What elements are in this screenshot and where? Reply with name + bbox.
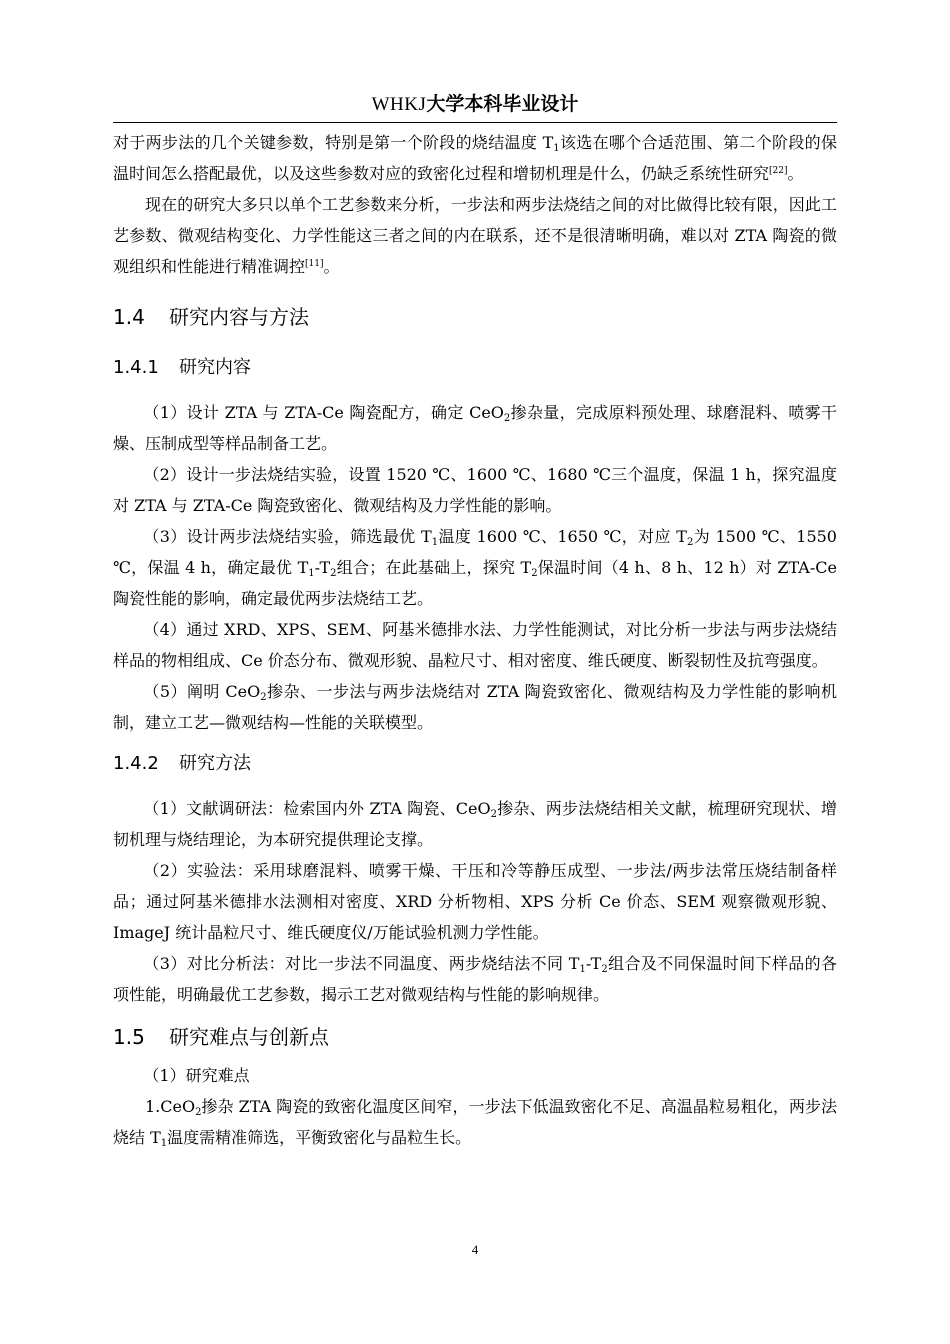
content-item-3: （3）设计两步法烧结实验，筛选最优 $T_1$温度 1600 ℃、1650 ℃，对应 $T_2$为 1500 ℃、1550 ℃，保温 4 h，确定最优 $T_1-T_2$组合；在此基础上，探究 $T_2$保温时间（4 h、8 h、12 h）对 ZTA-Ce 陶瓷性能的影响，确定最优两步法烧结工艺。 xyxy=(113,527,837,608)
header-rule xyxy=(113,122,837,123)
citation: [11] xyxy=(305,259,324,269)
content-item-4: （4）通过 XRD、XPS、SEM、阿基米德排水法、力学性能测试，对比分析一步法与两步法烧结样品的物相组成、Ce 价态分布、微观形貌、晶粒尺寸、相对密度、维氏硬度、断裂韧性及抗弯强度。 xyxy=(113,620,837,670)
section-heading-1-4: 1.4 研究内容与方法 xyxy=(113,305,309,329)
content-item-1: （1）设计 ZTA 与 ZTA-Ce 陶瓷配方，确定 CeO$_2$掺杂量，完成原料预处理、球磨混料、喷雾干燥、压制成型等样品制备工艺。 xyxy=(113,403,837,453)
difficulty-item-1: 1.CeO$_2$掺杂 ZTA 陶瓷的致密化温度区间窄，一步法下低温致密化不足、高温晶粒易粗化，两步法烧结 $T_1$温度需精准筛选，平衡致密化与晶粒生长。 xyxy=(113,1097,837,1149)
page-body xyxy=(113,127,837,1153)
subsection-heading-1-4-1: 1.4.1 研究内容 xyxy=(113,357,251,378)
header-title: 大学本科毕业设计 xyxy=(426,93,579,115)
content-item-2: （2）设计一步法烧结实验，设置 1520 ℃、1600 ℃、1680 ℃三个温度，保温 1 h，探究温度对 ZTA 与 ZTA-Ce 陶瓷致密化、微观结构及力学性能的影响。 xyxy=(113,465,837,515)
method-item-2: （2）实验法：采用球磨混料、喷雾干燥、干压和冷等静压成型、一步法/两步法常压烧结制备样品；通过阿基米德排水法测相对密度、XRD 分析物相、XPS 分析 Ce 价态、SEM 观察微观形貌、ImageJ 统计晶粒尺寸、维氏硬度仪/万能试验机测力学性能。 xyxy=(113,861,837,942)
content-item-5: （5）阐明 CeO$_2$掺杂、一步法与两步法烧结对 ZTA 陶瓷致密化、微观结构及力学性能的影响机制，建立工艺—微观结构—性能的关联模型。 xyxy=(113,682,837,732)
intro-paragraph-1: 对于两步法的几个关键参数，特别是第一个阶段的烧结温度 $T_1$该选在哪个合适范围、第二个阶段的保温时间怎么搭配最优，以及这些参数对应的致密化过程和增韧机理是什么，仍缺乏系统性研究[22]。 xyxy=(113,133,837,183)
intro-paragraph-2: 现在的研究大多只以单个工艺参数来分析，一步法和两步法烧结之间的对比做得比较有限，因此工艺参数、微观结构变化、力学性能这三者之间的内在联系，还不是很清晰明确，难以对 ZTA 陶瓷的微观组织和性能进行精准调控[11]。 xyxy=(113,195,837,276)
difficulty-label: （1）研究难点 xyxy=(143,1066,250,1085)
header-latin: WHKJ xyxy=(371,94,427,115)
citation: [22] xyxy=(769,166,788,176)
subsection-heading-1-4-2: 1.4.2 研究方法 xyxy=(113,753,251,774)
page-number: 4 xyxy=(471,1242,479,1257)
section-heading-1-5: 1.5 研究难点与创新点 xyxy=(113,1025,329,1049)
page-header xyxy=(113,92,837,117)
method-item-1: （1）文献调研法：检索国内外 ZTA 陶瓷、CeO$_2$掺杂、两步法烧结相关文献，梳理研究现状、增韧机理与烧结理论，为本研究提供理论支撑。 xyxy=(113,799,837,849)
method-item-3: （3）对比分析法：对比一步法不同温度、两步烧结法不同 $T_1-T_2$组合及不同保温时间下样品的各项性能，明确最优工艺参数，揭示工艺对微观结构与性能的影响规律。 xyxy=(113,954,837,1004)
